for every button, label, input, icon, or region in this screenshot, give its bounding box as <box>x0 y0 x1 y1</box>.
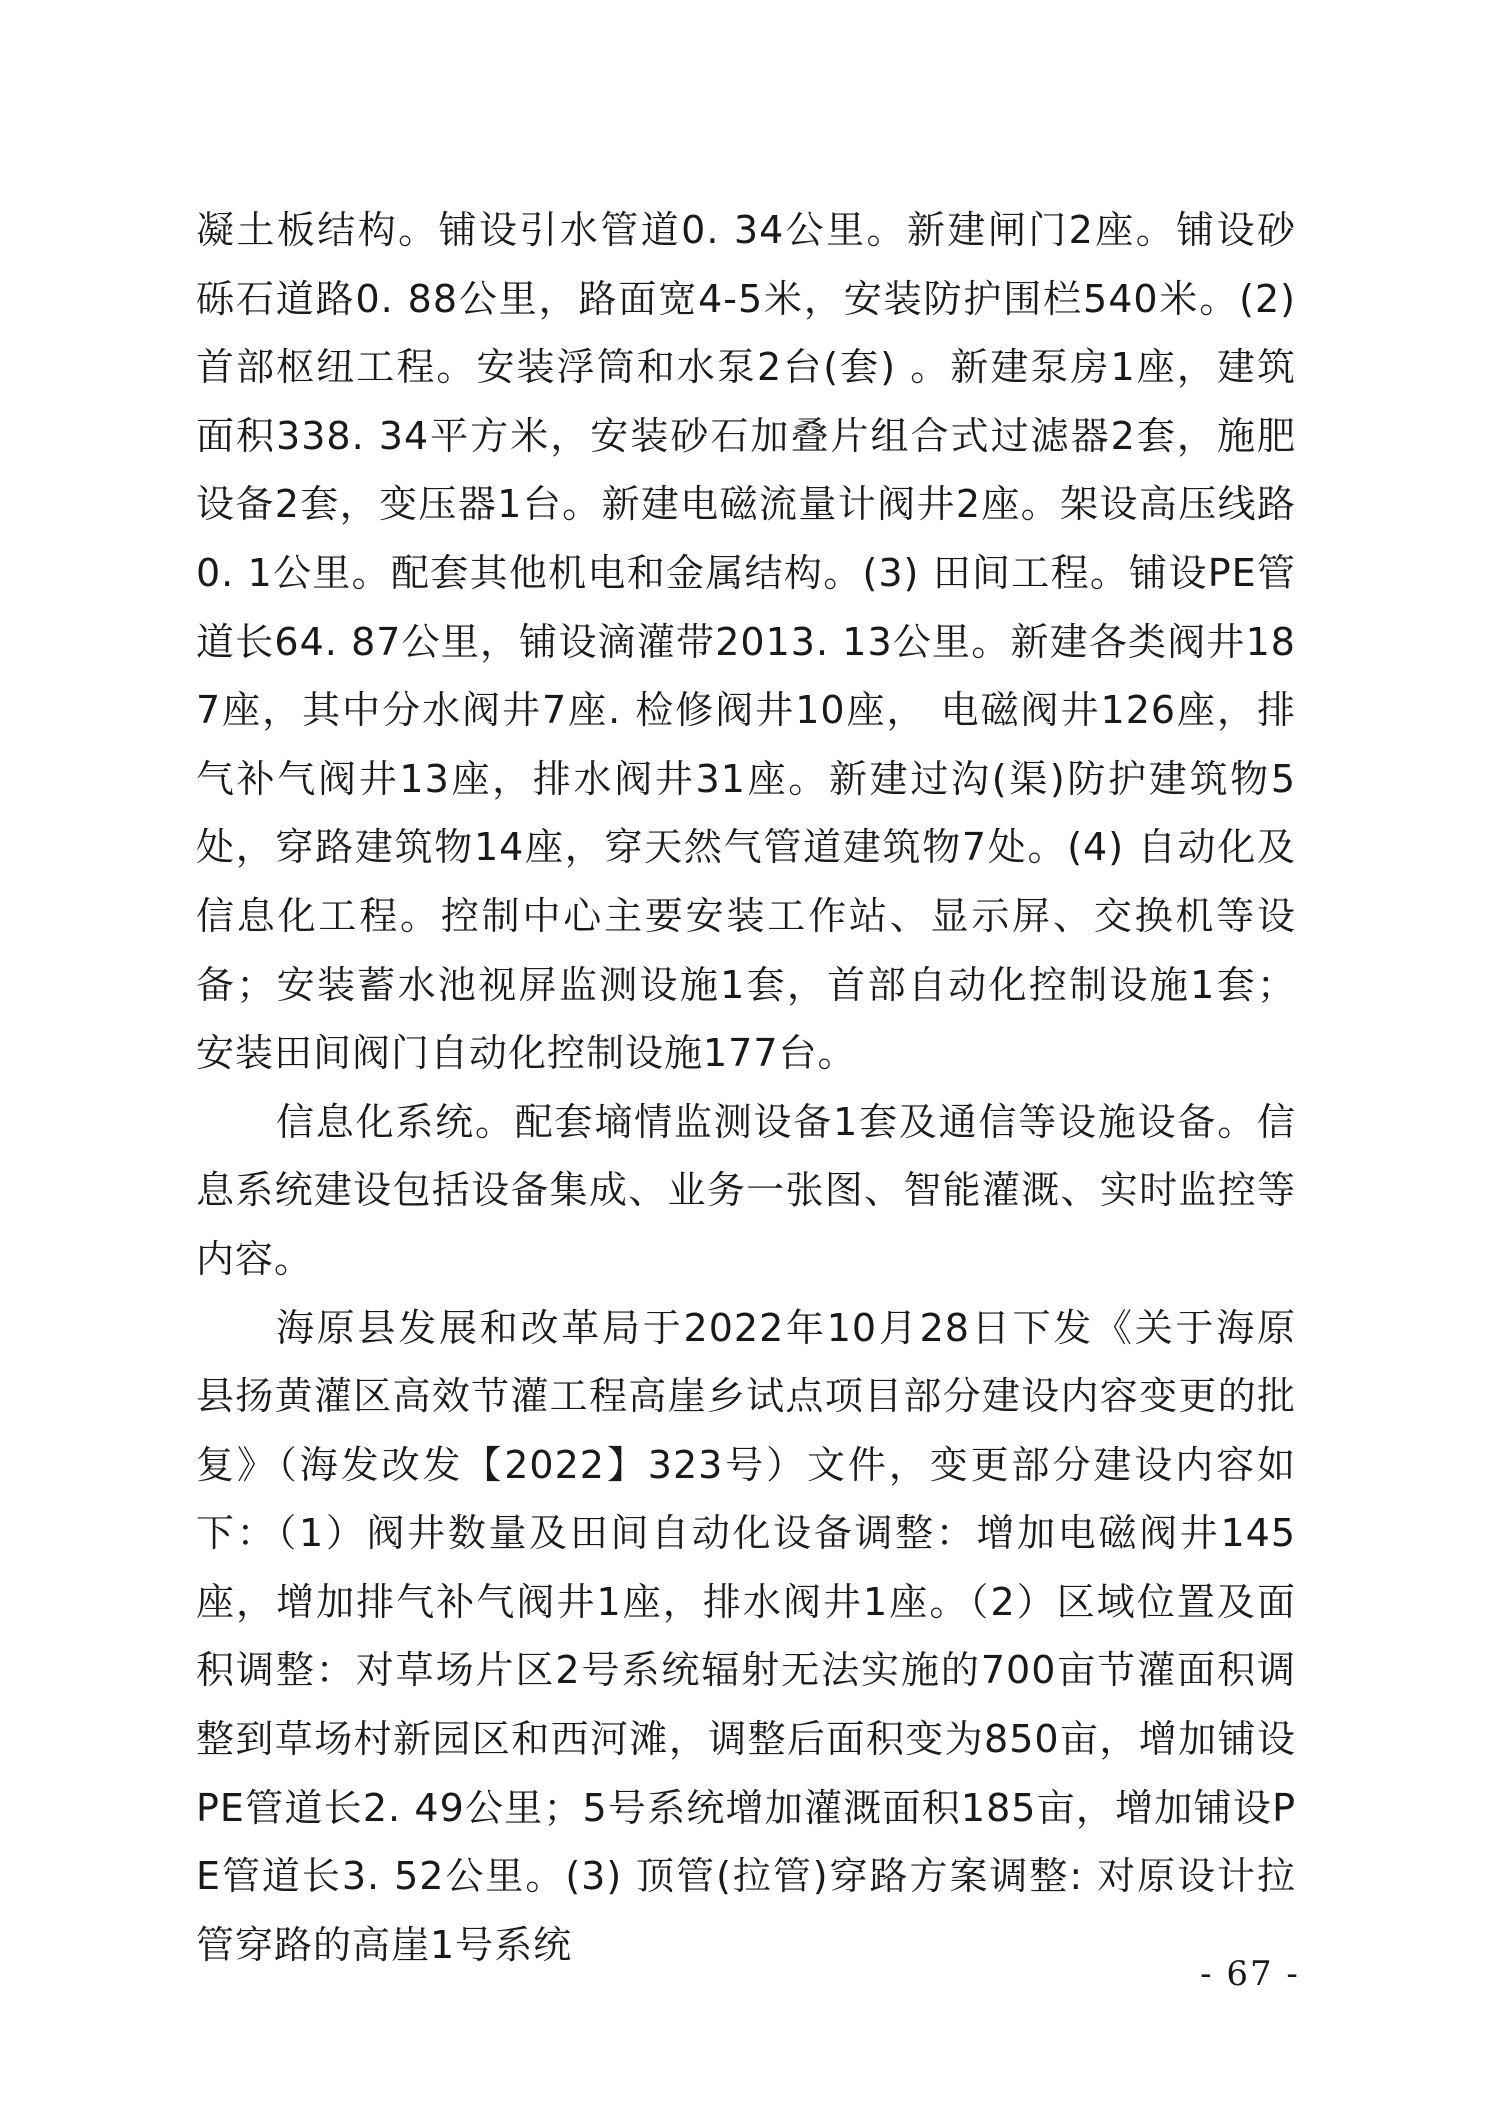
body-text <box>196 196 1296 1979</box>
paragraph-continuation: 凝土板结构。铺设引水管道0. 34公里。新建闸门2座。铺设砂砾石道路0. 88公里，路面宽4-5米，安装防护围栏540米。(2) 首部枢纽工程。安装浮筒和水泵2台(套) 。新建泵房1座，建筑面积338. 34平方米，安装砂石加叠片组合式过滤器2套，施肥设备2套，变压器1台。新建电磁流量计阀井2座。架设高压线路0. 1公里。配套其他机电和金属结构。(3) 田间工程。铺设PE管道长64. 87公里，铺设滴灌带2013. 13公里。新建各类阀井187座，其中分水阀井7座. 检修阀井10座， 电磁阀井126座，排气补气阀井13座，排水阀井31座。新建过沟(渠)防护建筑物5处，穿路建筑物14座，穿天然气管道建筑物7处。(4) 自动化及信息化工程。控制中心主要安装工作站、显示屏、交换机等设备；安装蓄水池视屏监测设施1套，首部自动化控制设施1套；安装田间阀门自动化控制设施177台。 <box>196 208 1296 1076</box>
paragraph-change-approval: 海原县发展和改革局于2022年10月28日下发《关于海原县扬黄灌区高效节灌工程高崖乡试点项目部分建设内容变更的批复》（海发改发【2022】323号）文件，变更部分建设内容如下：（1）阀井数量及田间自动化设备调整：增加电磁阀井145座，增加排气补气阀井1座，排水阀井1座。（2）区域位置及面积调整：对草场片区2号系统辐射无法实施的700亩节灌面积调整到草场村新园区和西河滩，调整后面积变为850亩，增加铺设PE管道长2. 49公里；5号系统增加灌溉面积185亩，增加铺设PE管道长3. 52公里。(3) 顶管(拉管)穿路方案调整: 对原设计拉管穿路的高崖1号系统 <box>196 1305 1296 1967</box>
paragraph-info-system: 信息化系统。配套墒情监测设备1套及通信等设施设备。信息系统建设包括设备集成、业务一张图、智能灌溉、实时监控等内容。 <box>196 1099 1296 1281</box>
page-number: - 67 - <box>1200 1954 1300 1994</box>
